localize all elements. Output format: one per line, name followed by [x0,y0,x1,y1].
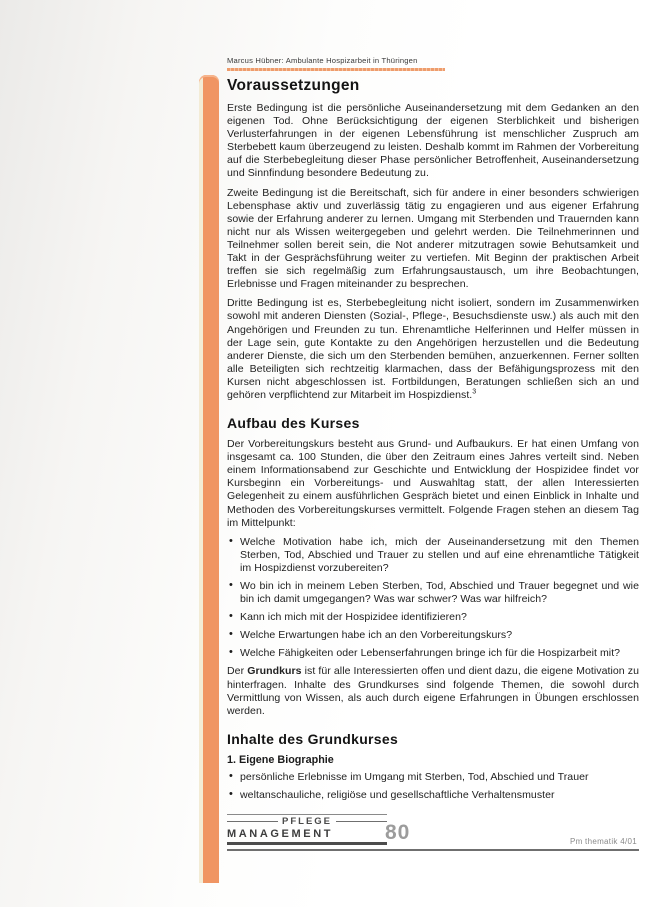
bullet-item: • persönliche Erlebnisse im Umgang mit Sterben, Tod, Abschied und Trauer [227,771,639,784]
paragraph-with-footnote [227,297,639,402]
paragraph: Der Vorbereitungskurs besteht aus Grund- und Aufbaukurs. Er hat einen Umfang von insgesamt ca. 100 Stunden, die über den Zeitraum eines Jahres verteilt sind. Neben einem Informationsabend zur Geschichte und Entwicklung der Hospizidee findet vor Kursbeginn ein Vorbereitungs- und Auswahltag statt, der allen Interessierten Gelegenheit zu einem ausführlichen Gespräch bietet und einen Einblick in Inhalte und Methoden des Vorbereitungskurses vermittelt. Folgende Fragen stehen an diesem Tag im Mittelpunkt: [227,438,639,529]
accent-bar [199,75,219,883]
bullet-item: • Welche Motivation habe ich, mich der Auseinandersetzung mit den Themen Sterben, Tod, Abschied und Trauer zu stellen und auf eine ehrenamtliche Tätigkeit im Hospizdienst vorzubereiten? [227,536,639,575]
subsection-title-biographie: 1. Eigene Biographie [227,753,334,766]
paragraph-text: ist für alle Interessierten offen und dient dazu, die eigene Motivation zu hinterfragen. Inhalte des Grundkurses sind folgende Themen, die sowohl durch Vermittlung von Wissen, als auch durch eigene Erfahrungen in Übungen erschlossen werden. [227,665,640,717]
paragraph-text: Dritte Bedingung ist es, Sterbebegleitung nicht isoliert, sondern im Zusammenwirken sowohl mit anderen Diensten (Sozial-, Pflege-, Besuchsdienste usw.) als auch mit den Angehörigen und Freunden zu tun. Ehrenamtliche Helferinnen und Helfer müssen in der Lage sein, gute Kontakte zu den Angehörigen herzustellen und die Bedeutung anderer Dienste, die sich um den Sterbenden bemühen, anzuerkennen. Ferner sollten alle Beteiligten sich rechtzeitig klarmachen, dass der Befähigungsprozess mit den Kursen nicht abgeschlossen ist. Fortbildungen, Beratungen schließen sich an und gehören verpflichtend zur Mitarbeit im Hospizdienst. [227,297,639,401]
text-column [227,77,639,807]
issue-label: Pm thematik 4/01 [569,837,637,846]
bullet-item: • Wo bin ich in meinem Leben Sterben, Tod, Abschied und Trauer begegnet und wie bin ich damit umgegangen? Was war schwer? Was war hilfreich? [227,580,639,606]
section-title-voraussetzungen: Voraussetzungen [227,77,360,94]
paragraph-bold-term: Grundkurs [247,665,302,678]
running-head-rule [227,68,445,71]
footer-rule [227,849,639,851]
bullet-item: • Welche Erwartungen habe ich an den Vorbereitungskurs? [227,629,639,642]
inhalte-bullet-list [227,771,639,802]
pflege-management-logo [227,814,387,845]
logo-line-pflege: PFLEGE [227,816,387,827]
paragraph-grundkurs [227,665,639,717]
bullet-item: • Welche Fähigkeiten oder Lebenserfahrungen bringe ich für die Hospizarbeit mit? [227,647,639,660]
page-footer [227,813,639,851]
bullet-item: • Kann ich mich mit der Hospizidee identifizieren? [227,611,639,624]
page-number: 80 [385,821,411,844]
aufbau-bullet-list [227,536,639,661]
paragraph-text: Der [227,665,248,678]
paragraph: Erste Bedingung ist die persönliche Auseinandersetzung mit dem Gedanken an den eigenen Tod. Ohne Berücksichtigung der eigenen Sterblichkeit und bisherigen Verlusterfahrungen in der eigenen Lebensführung ist menschlicher Zuspruch am Sterbebett kaum überzeugend zu leisten. Deshalb kommt im Rahmen der Vorbereitung auf die Sterbebegleitung dieser Phase persönlicher Betroffenheit, Auseinandersetzung und Sinnfindung besondere Bedeutung zu. [227,102,639,180]
section-title-aufbau: Aufbau des Kurses [227,415,360,432]
logo-line-management: MANAGEMENT [227,828,334,840]
section-title-inhalte: Inhalte des Grundkurses [227,730,399,747]
footnote-marker: 3 [472,388,477,396]
bullet-item: • weltanschauliche, religiöse und gesellschaftliche Verhaltensmuster [227,789,639,802]
paragraph: Zweite Bedingung ist die Bereitschaft, sich für andere in einer besonders schwierigen Lebensphase aktiv und zuverlässig tätig zu engagieren und aus eigener Erfahrung sowie der Erfahrung anderer zu lernen. Umgang mit Sterbenden und Trauernden kann nicht nur als Wissen weitergegeben und gelehrt werden. Die Teilnehmerinnen und Teilnehmer sollen bereit sein, die Not anderer mitzutragen sowie Behutsamkeit und Takt in der Gesprächsführung weiter zu vertiefen. Mit Beginn der praktischen Arbeit treffen sie sich regelmäßig zum Erfahrungsaustausch, um ihre Beobachtungen, Erlebnisse und Fragen miteinander zu besprechen. [227,186,639,291]
running-head: Marcus Hübner: Ambulante Hospizarbeit in Thüringen [227,56,418,65]
